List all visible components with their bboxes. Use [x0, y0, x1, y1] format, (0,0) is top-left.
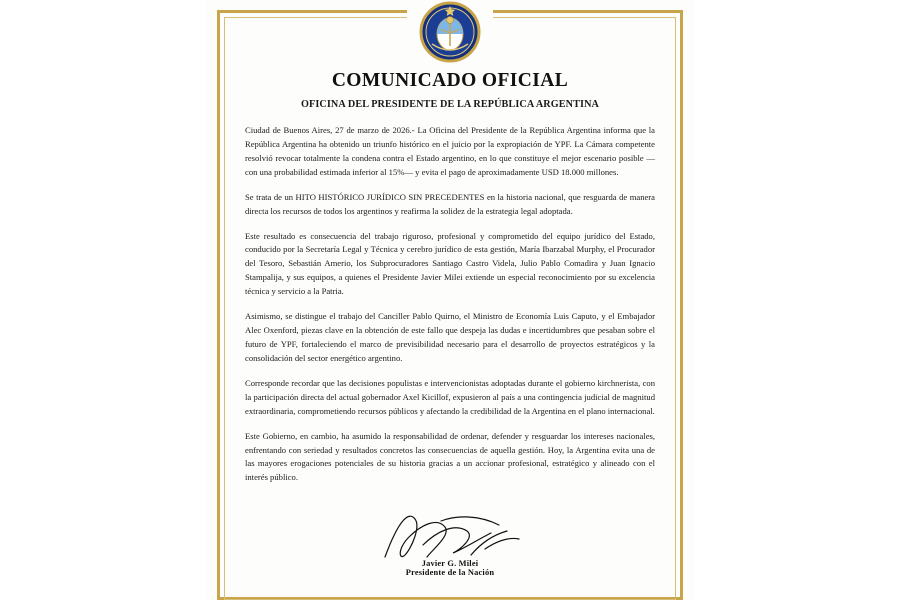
signature-role: Presidente de la Nación [405, 568, 495, 577]
page-margin-right [695, 0, 900, 600]
document-content [245, 70, 655, 496]
paragraph-4: Asimismo, se distingue el trabajo del Canciller Pablo Quirno, el Ministro de Economía Luis Caputo, y el Embajador Alec Oxenford, piezas clave en la obtención de este fallo que despeja las dudas e incertidumbres que pesaban sobre el futuro de YPF, fortaleciendo el marco de previsibilidad necesario para el desarrollo de proyectos estratégicos y la consolidación del sector energético argentino. [245, 311, 655, 363]
paragraph-3: Este resultado es consecuencia del trabajo riguroso, profesional y comprometido del equipo jurídico del Estado, conducido por la Secretaría Legal y Técnica y cerebro jurídico de esta gestión, María Ibarzabal Murphy, el Procurador del Tesoro, Sebastián Amerio, los Subprocuradores Santiago Castro Videla, Julio Pablo Comadira y Juan Ignacio Stampalija, y sus equipos, a quienes el Presidente Javier Milei extiende un especial reconocimiento por su excelencia técnica y servicio a la Patria. [245, 230, 655, 297]
argentina-coat-of-arms-icon [407, 0, 493, 62]
handwritten-signature-icon [375, 505, 525, 563]
document-body [245, 124, 655, 485]
paragraph-1: Ciudad de Buenos Aires, 27 de marzo de 2026.- La Oficina del Presidente de la República Argentina informa que la República Argentina ha obtenido un triunfo histórico en el juicio por la expropiación de YPF. La Cámara competente resolvió revocar totalmente la condena contra el Estado argentino, en lo que constituye el mejor escenario posible —con una probabilidad estimada inferior al 15%— y evita el pago de aproximadamente USD 18.000 millones. [245, 125, 655, 177]
page-title: COMUNICADO OFICIAL [331, 70, 569, 91]
page-margin-left [0, 0, 205, 600]
signature-name: Javier G. Milei [421, 559, 479, 568]
paragraph-6: Este Gobierno, en cambio, ha asumido la responsabilidad de ordenar, defender y resguardar los intereses nacionales, enfrentando con seriedad y resultados concretos las consecuencias de aquella gestión. Hoy, la Argentina evita una de las mayores erogaciones potenciales de su historia gracias a un accionar profesional, estratégico y alineado con el interés público. [245, 430, 655, 483]
paragraph-2: Se trata de un HITO HISTÓRICO JURÍDICO SIN PRECEDENTES en la historia nacional, que resguarda de manera directa los recursos de todos los argentinos y reafirma la solidez de la estrategia legal adoptada. [245, 191, 655, 216]
page-subtitle: OFICINA DEL PRESIDENTE DE LA REPÚBLICA ARGENTINA [300, 99, 600, 110]
official-communique-document [205, 0, 695, 600]
signature-block [205, 505, 695, 577]
paragraph-5: Corresponde recordar que las decisiones populistas e intervencionistas adoptadas durante el gobierno kirchnerista, con la participación directa del actual gobernador Axel Kicillof, expusieron al país a una contingencia judicial de magnitud extraordinaria, comprometiendo recursos públicos y afectando la credibilidad de la Argentina en el plano internacional. [245, 377, 655, 416]
